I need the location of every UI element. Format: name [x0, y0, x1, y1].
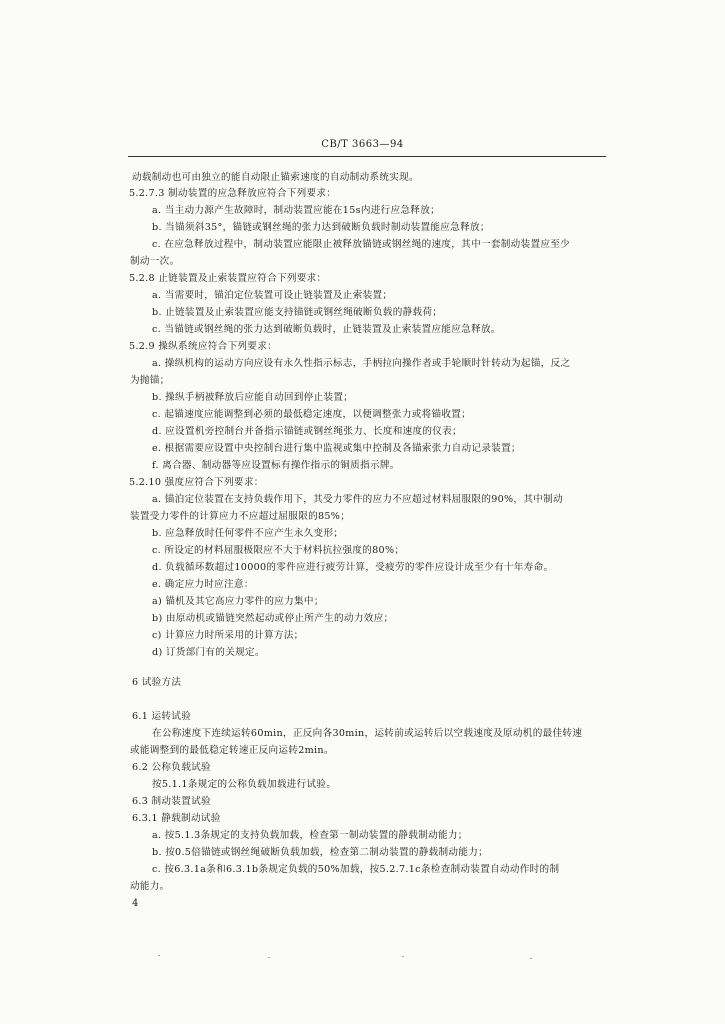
list-item: a. 锚泊定位装置在支持负载作用下，其受力零件的应力不应超过材料屈服限的90%，其中制动	[152, 494, 563, 505]
list-item: a. 当主动力源产生故障时，制动装置应能在15s内进行应急释放；	[152, 205, 440, 216]
list-item: b. 操纵手柄被释放后应能自动回到停止装置；	[152, 392, 354, 403]
list-item: c. 当锚链或钢丝绳的张力达到破断负载时，止链装置及止索装置应能应急释放。	[152, 324, 501, 335]
text-line: 或能调整到的最低稳定转速正反向运转2min。	[130, 745, 334, 756]
text-line: 为抛锚；	[130, 375, 170, 386]
list-item: e. 根据需要应设置中央控制台进行集中监视或集中控制及各锚索张力自动记录装置；	[152, 443, 521, 454]
text-line: 动能力。	[130, 881, 170, 892]
text-line: 在公称速度下连续运转60min，正反向各30min，运转前或运转后以空载速度及原动机的最佳转速	[152, 728, 583, 739]
list-item: f. 离合器、制动器等应设置标有操作指示的铜质指示牌。	[152, 460, 400, 471]
list-item: a) 锚机及其它高应力零件的应力集中；	[152, 596, 324, 607]
section-heading: 5.2.10 强度应符合下列要求：	[129, 477, 264, 488]
list-item: b. 止链装置及止索装置应能支持锚链或钢丝绳破断负载的静载荷；	[152, 307, 443, 318]
section-heading: 6.1 运转试验	[132, 711, 192, 722]
text-line: 装置受力零件的计算应力不应超过屈服限的85%；	[130, 511, 351, 522]
text-line: 按5.1.1条规定的公称负载加载进行试验。	[152, 779, 337, 790]
list-item: e. 确定应力时应注意：	[152, 579, 254, 590]
list-item: b. 当锚须斜35°，锚链或钢丝绳的张力达到破断负载时制动装置能应急释放；	[152, 222, 490, 233]
section-heading: 6.3 制动装置试验	[132, 796, 211, 807]
list-item: b. 按0.5倍锚链或钢丝绳破断负载加载，检查第二制动装置的静载制动能力；	[152, 847, 489, 858]
list-item: b) 由原动机或锚链突然起动或停止所产生的动力效应；	[152, 613, 394, 624]
text-line: 制动一次。	[130, 256, 180, 267]
scan-speck	[268, 957, 270, 958]
list-item: c. 所设定的材料屈服极限应不大于材料抗拉强度的80%；	[152, 545, 405, 556]
list-item: a. 按5.1.3条规定的支持负载加载，检查第一制动装置的静载制动能力；	[152, 830, 468, 841]
list-item: c. 按6.3.1a条和6.3.1b条规定负载的50%加载，按5.2.7.1c条检查制动装置自动动作时的制	[152, 864, 560, 875]
page-header: CB/T 3663—94	[321, 139, 404, 150]
scan-speck	[402, 956, 404, 957]
list-item: c) 计算应力时所采用的计算方法；	[152, 630, 304, 641]
section-heading: 5.2.7.3 制动装置的应急释放应符合下列要求：	[129, 188, 337, 199]
text-line: 动载制动也可由独立的能自动限止锚索速度的自动制动系统实现。	[132, 172, 419, 183]
list-item: c. 在应急释放过程中，制动装置应能限止被释放锚链或钢丝绳的速度，其中一套制动装置应至少	[152, 239, 571, 250]
page-number: 4	[132, 898, 139, 909]
list-item: b. 应急释放时任何零件不应产生永久变形；	[152, 528, 344, 539]
list-item: d) 订货部门有的关规定。	[152, 647, 265, 658]
section-heading: 6.2 公称负载试验	[132, 762, 211, 773]
list-item: a. 当需要时，锚泊定位装置可设止链装置及止索装置；	[152, 290, 393, 301]
header-rule	[128, 156, 606, 157]
scan-speck	[158, 955, 160, 956]
list-item: c. 起锚速度应能调整到必须的最低稳定速度，以便调整张力或将锚收置；	[152, 409, 472, 420]
list-item: d. 负载循环数超过10000的零件应进行疲劳计算，受疲劳的零件应设计成至少有十年寿命。	[152, 562, 554, 573]
chapter-heading: 6 试验方法	[132, 677, 182, 688]
list-item: d. 应设置机旁控制台并备指示锚链或钢丝绳张力、长度和速度的仪表；	[152, 426, 462, 437]
section-heading: 6.3.1 静载制动试验	[132, 813, 221, 824]
section-heading: 5.2.8 止链装置及止索装置应符合下列要求：	[129, 273, 327, 284]
scan-speck	[530, 958, 532, 959]
section-heading: 5.2.9 操纵系统应符合下列要求：	[129, 341, 277, 352]
list-item: a. 操纵机构的运动方向应设有永久性指示标志，手柄拉向操作者或手轮顺时针转动为起锚，反之	[152, 358, 571, 369]
